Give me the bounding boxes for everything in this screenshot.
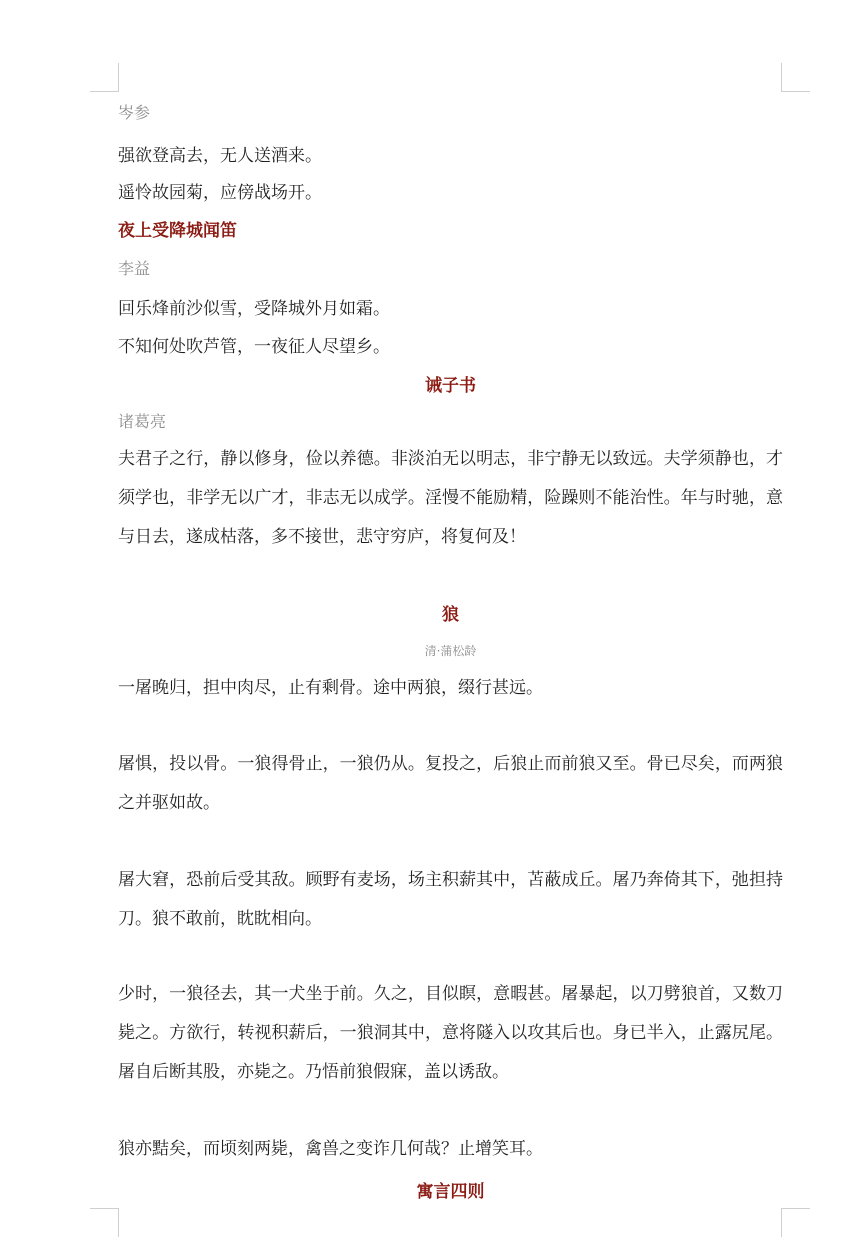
poem-line: 回乐烽前沙似雪，受降城外月如霜。 <box>118 299 390 319</box>
story-title: 狼 <box>442 605 459 625</box>
story-author: 清·蒲松龄 <box>424 644 477 658</box>
page-corner-mark <box>90 1208 119 1237</box>
story-paragraph: 屠大窘，恐前后受其敌。顾野有麦场，场主积薪其中，苫蔽成丘。屠乃奔倚其下，弛担持刀。狼不敢前，眈眈相向。 <box>118 870 783 929</box>
essay-text: 夫君子之行，静以修身，俭以养德。非淡泊无以明志，非宁静无以致远。夫学须静也，才须学也，非学无以广才，非志无以成学。淫慢不能励精，险躁则不能治性。年与时驰，意与日去，遂成枯落，多不接世，悲守穷庐，将复何及！ <box>118 449 783 547</box>
poem-title: 夜上受降城闻笛 <box>118 221 237 241</box>
essay-author: 诸葛亮 <box>118 412 167 431</box>
poem-line: 强欲登高去，无人送酒来。 <box>118 146 322 166</box>
next-section-title: 寓言四则 <box>416 1182 485 1202</box>
essay-title: 诫子书 <box>425 376 476 396</box>
poem-author: 李益 <box>118 259 151 278</box>
page-corner-mark <box>781 63 810 92</box>
poem-author: 岑参 <box>118 103 151 122</box>
page-corner-mark <box>781 1208 810 1237</box>
story-paragraph: 屠惧，投以骨。一狼得骨止，一狼仍从。复投之，后狼止而前狼又至。骨已尽矣，而两狼之并驱如故。 <box>118 754 783 813</box>
poem-line: 遥怜故园菊，应傍战场开。 <box>118 183 322 203</box>
story-paragraph: 一屠晚归，担中肉尽，止有剩骨。途中两狼，缀行甚远。 <box>118 678 543 698</box>
page-corner-mark <box>90 63 119 92</box>
story-paragraph: 少时，一狼径去，其一犬坐于前。久之，目似瞑，意暇甚。屠暴起，以刀劈狼首，又数刀毙之。方欲行，转视积薪后，一狼洞其中，意将隧入以攻其后也。身已半入，止露尻尾。屠自后断其股，亦毙之。乃悟前狼假寐，盖以诱敌。 <box>118 984 783 1082</box>
poem-line: 不知何处吹芦管，一夜征人尽望乡。 <box>118 337 390 357</box>
story-paragraph: 狼亦黠矣，而顷刻两毙，禽兽之变诈几何哉？止增笑耳。 <box>118 1139 543 1159</box>
